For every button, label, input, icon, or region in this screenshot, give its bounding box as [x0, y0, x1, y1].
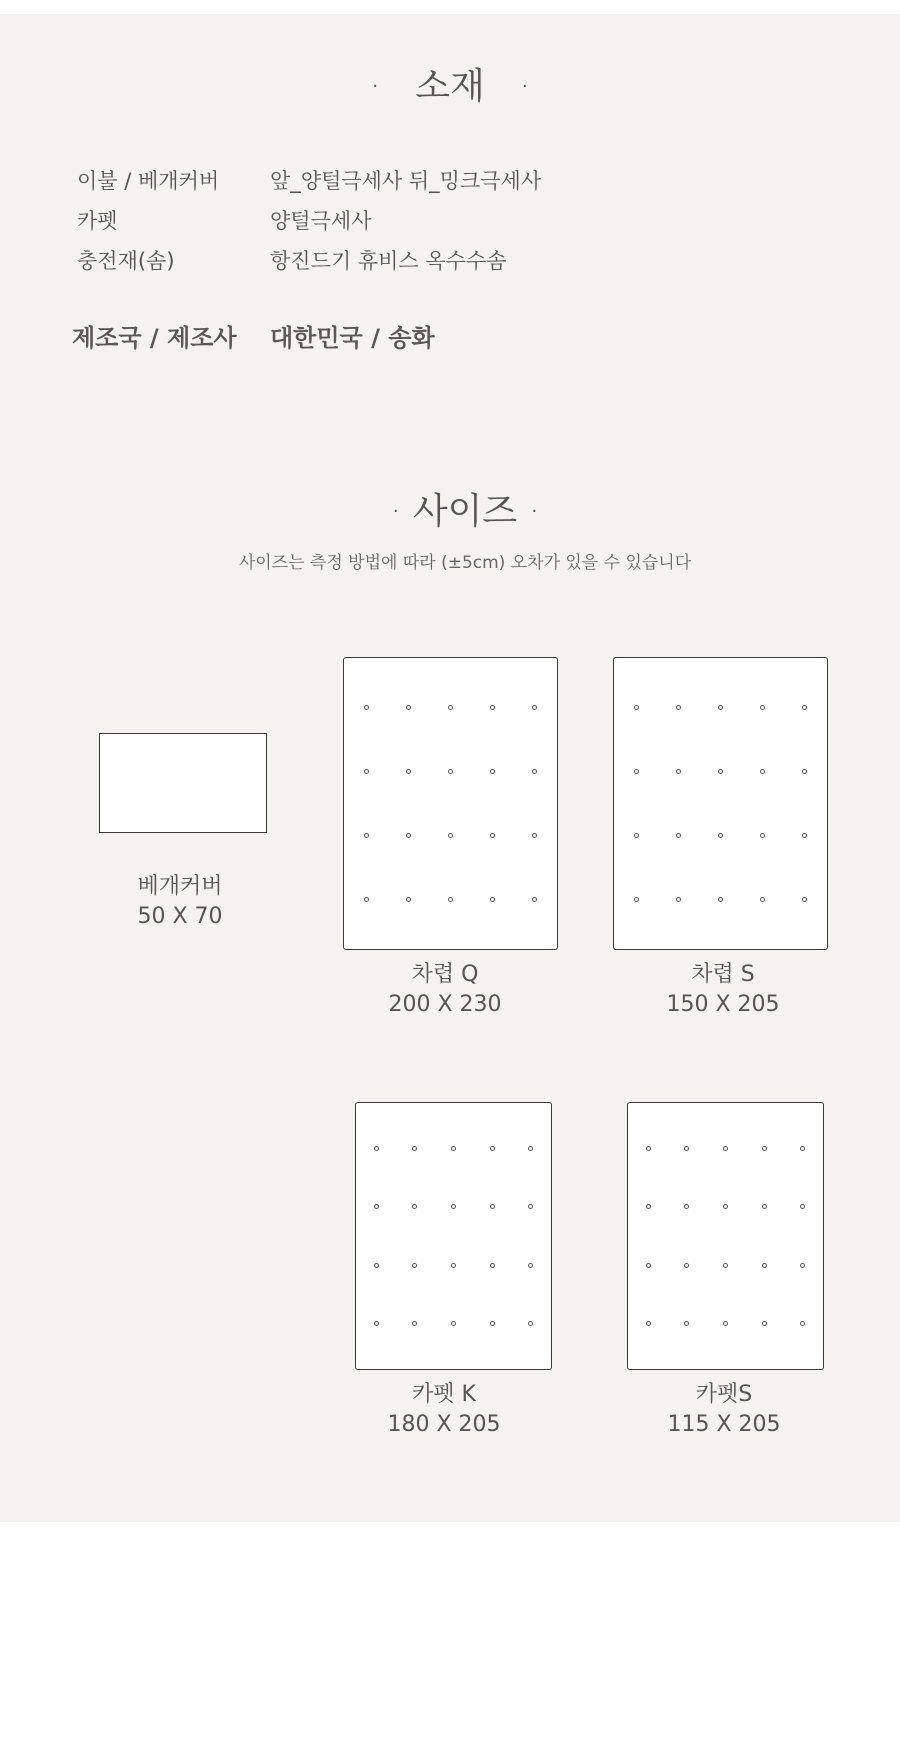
- quilting-dot: [451, 1146, 456, 1151]
- quilting-dot: [684, 1263, 689, 1268]
- material-section-title: · 소재 ·: [369, 66, 531, 107]
- quilting-dot: [802, 897, 807, 902]
- quilting-dot: [800, 1263, 805, 1268]
- carpet-k-diagram: [355, 1102, 552, 1370]
- quilting-dot: [762, 1321, 767, 1326]
- material-row-label: 충전재(솜): [77, 249, 175, 273]
- quilting-dot: [490, 897, 495, 902]
- quilting-dot: [723, 1146, 728, 1151]
- quilting-dot: [406, 897, 411, 902]
- quilting-dot: [364, 769, 369, 774]
- quilting-dot: [762, 1263, 767, 1268]
- quilting-dot: [646, 1321, 651, 1326]
- quilting-dot: [684, 1321, 689, 1326]
- quilting-dot: [800, 1204, 805, 1209]
- quilting-dot: [490, 833, 495, 838]
- quilting-dot: [723, 1321, 728, 1326]
- quilting-dot: [490, 1263, 495, 1268]
- quilting-dot: [646, 1263, 651, 1268]
- size-dims: 50 X 70: [137, 904, 223, 929]
- quilting-dot: [634, 769, 639, 774]
- size-name: 카펫 K: [412, 1382, 476, 1407]
- size-dims: 180 X 205: [387, 1412, 501, 1437]
- quilting-dot: [800, 1146, 805, 1151]
- quilting-dot: [528, 1263, 533, 1268]
- size-dims: 150 X 205: [666, 992, 780, 1017]
- quilting-dot: [723, 1263, 728, 1268]
- quilting-dot: [718, 705, 723, 710]
- quilting-dot: [364, 897, 369, 902]
- pillow-cover-diagram: [99, 733, 267, 833]
- quilting-dot: [532, 705, 537, 710]
- quilting-dot: [718, 897, 723, 902]
- quilting-dot: [412, 1146, 417, 1151]
- size-section-title: · 사이즈 ·: [389, 491, 541, 532]
- quilting-dot: [646, 1146, 651, 1151]
- quilting-dot: [448, 769, 453, 774]
- quilting-dot: [676, 769, 681, 774]
- quilting-dot: [802, 705, 807, 710]
- size-caption: [345, 960, 545, 1020]
- carpet-s-diagram: [627, 1102, 824, 1370]
- quilting-dot: [451, 1321, 456, 1326]
- quilting-dot: [364, 705, 369, 710]
- quilting-dot: [676, 897, 681, 902]
- quilting-dot: [646, 1204, 651, 1209]
- quilting-dot: [532, 833, 537, 838]
- quilting-dot: [364, 833, 369, 838]
- size-name: 차렵 Q: [411, 962, 479, 987]
- manufacturer-label: 제조국 / 제조사: [72, 324, 237, 352]
- quilting-dot: [412, 1204, 417, 1209]
- quilting-dot: [412, 1321, 417, 1326]
- material-row-label: 카펫: [77, 209, 118, 233]
- manufacturer-value: 대한민국 / 송화: [270, 324, 435, 352]
- quilting-dot: [760, 769, 765, 774]
- size-caption: [344, 1380, 544, 1440]
- size-dims: 115 X 205: [667, 1412, 781, 1437]
- quilting-dot: [634, 705, 639, 710]
- quilting-dot: [528, 1321, 533, 1326]
- quilting-dot: [532, 769, 537, 774]
- quilting-dot: [760, 705, 765, 710]
- quilting-dot: [760, 897, 765, 902]
- size-caption: [624, 1380, 824, 1440]
- size-name: 베개커버: [137, 874, 223, 899]
- size-name: 카펫S: [695, 1382, 753, 1407]
- material-row-value: 양털극세사: [270, 209, 372, 233]
- quilting-dot: [374, 1204, 379, 1209]
- quilting-dot: [406, 833, 411, 838]
- quilting-dot: [412, 1263, 417, 1268]
- quilting-dot: [684, 1146, 689, 1151]
- quilting-dot: [374, 1321, 379, 1326]
- quilting-dot: [684, 1204, 689, 1209]
- quilting-dot: [490, 1146, 495, 1151]
- quilting-dot: [490, 769, 495, 774]
- size-caption: [80, 872, 280, 932]
- quilting-dot: [723, 1204, 728, 1209]
- material-row-value: 앞_양털극세사 뒤_밍크극세사: [270, 169, 542, 193]
- quilt-q-diagram: [343, 657, 558, 950]
- quilting-dot: [528, 1204, 533, 1209]
- quilting-dot: [532, 897, 537, 902]
- material-row-label: 이불 / 베개커버: [77, 169, 220, 193]
- quilting-dot: [718, 833, 723, 838]
- quilting-dot: [762, 1204, 767, 1209]
- quilting-dot: [406, 769, 411, 774]
- quilting-dot: [448, 705, 453, 710]
- size-dims: 200 X 230: [388, 992, 502, 1017]
- quilting-dot: [760, 833, 765, 838]
- quilting-dot: [634, 833, 639, 838]
- size-name: 차렵 S: [691, 962, 755, 987]
- material-row-value: 항진드기 휴비스 옥수수솜: [270, 249, 507, 273]
- quilting-dot: [800, 1321, 805, 1326]
- size-tolerance-note: 사이즈는 측정 방법에 따라 (±5cm) 오차가 있을 수 있습니다: [238, 553, 692, 573]
- quilting-dot: [634, 897, 639, 902]
- quilting-dot: [374, 1146, 379, 1151]
- quilting-dot: [802, 833, 807, 838]
- quilting-dot: [406, 705, 411, 710]
- quilting-dot: [718, 769, 723, 774]
- quilting-dot: [528, 1146, 533, 1151]
- size-caption: [623, 960, 823, 1020]
- quilting-dot: [490, 1321, 495, 1326]
- quilting-dot: [451, 1204, 456, 1209]
- quilt-s-diagram: [613, 657, 828, 950]
- quilting-dot: [448, 897, 453, 902]
- quilting-dot: [374, 1263, 379, 1268]
- quilting-dot: [448, 833, 453, 838]
- quilting-dot: [451, 1263, 456, 1268]
- quilting-dot: [490, 1204, 495, 1209]
- quilting-dot: [802, 769, 807, 774]
- quilting-dot: [762, 1146, 767, 1151]
- quilting-dot: [676, 705, 681, 710]
- quilting-dot: [676, 833, 681, 838]
- quilting-dot: [490, 705, 495, 710]
